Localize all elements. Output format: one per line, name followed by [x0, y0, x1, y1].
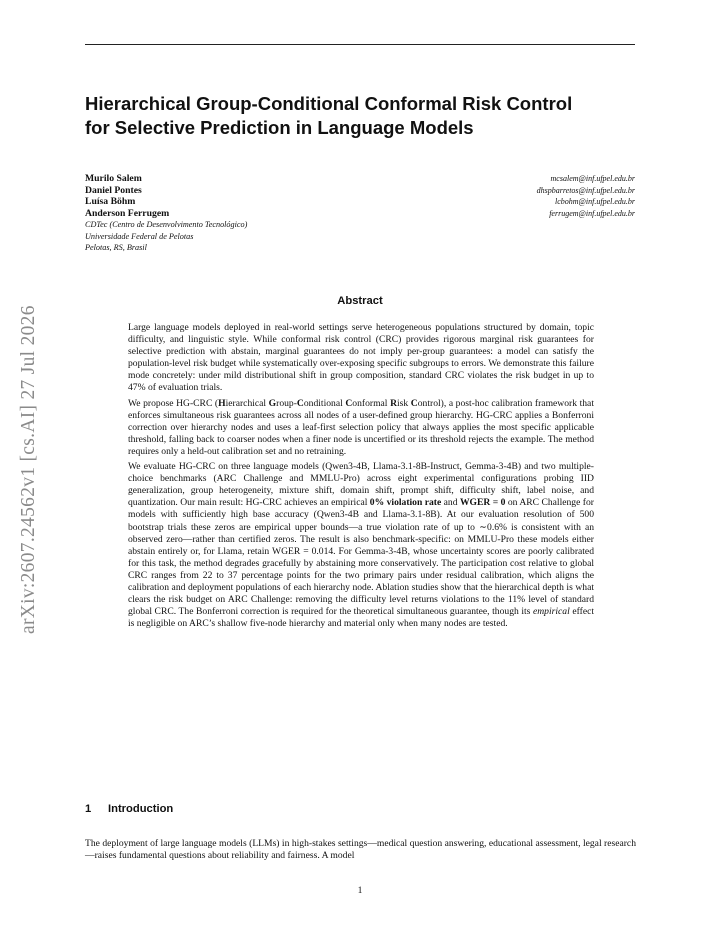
author-row: [85, 208, 635, 220]
author-name: Luísa Böhm: [85, 196, 136, 208]
abstract-paragraph: We evaluate HG-CRC on three language models (Qwen3-4B, Llama-3.1-8B-Instruct, Gemma-3-4B) and two multiple-choice benchmarks (ARC Challenge and MMLU-Pro) across eight experimental configurations probing IID generalization, group heterogeneity, mixture shift, domain shift, prompt shift, difficulty shift, label noise, and quantization. Our main result: HG-CRC achieves an empirical 0% violation rate and WGER = 0 on ARC Challenge for models with sufficiently high base accuracy (Qwen3-4B and Llama-3.1-8B). At our evaluation resolution of 500 bootstrap trials these zeros are empirical upper bounds—a true violation rate of up to ∼0.6% is consistent with an observed zero—rather than certified zeros. The result is also benchmark-specific: on MMLU-Pro these models either abstain entirely or, for Llama, retain WGER = 0.014. For Gemma-3-4B, whose uncertainty scores are poorly calibrated for this task, the method degrades gracefully by abstaining more conservatively. The participation cost relative to global CRC ranges from 22 to 37 percentage points for the two primary pairs under residual calibration, which aligns the calibration and deployment populations of each hierarchy node. Ablation studies show that the hierarchical depth is what clears the risk budget on ARC Challenge: removing the difficulty level returns violations to the 11% level of standard global CRC. The Bonferroni correction is required for the theoretical simultaneous guarantee, though its empirical effect is negligible on ARC’s shallow five-node hierarchy and material only when many nodes are tested.: [128, 461, 595, 630]
author-email-link[interactable]: dhspbarretos@inf.ufpel.edu.br: [536, 185, 635, 195]
introduction-body: [85, 838, 636, 862]
author-row: [85, 196, 635, 208]
abstract-paragraph: Large language models deployed in real-world settings serve heterogeneous populations structured by domain, topic difficulty, and linguistic style. While conformal risk control (CRC) provides rigorous marginal risk guarantees for selective prediction with abstain, marginal guarantees do not imply per-group guarantees: a model can satisfy the population-level risk budget while systematically over-exposing specific subgroups to errors. We demonstrate this failure mode concretely: under mild distributional shift in group composition, standard CRC violates the risk budget in up to 47% of evaluation trials.: [128, 322, 594, 394]
author-name: Anderson Ferrugem: [85, 207, 170, 219]
abstract-heading: Abstract: [337, 295, 383, 307]
author-row: [85, 185, 635, 197]
section-heading-introduction: [85, 803, 173, 815]
author-email-link[interactable]: mcsalem@inf.ufpel.edu.br: [550, 174, 635, 183]
top-rule: [85, 44, 635, 45]
author-block: [85, 173, 635, 254]
author-name: Murilo Salem: [85, 173, 142, 184]
section-number: 1: [85, 803, 92, 815]
author-name: Daniel Pontes: [85, 184, 142, 196]
author-row: [85, 173, 635, 185]
affiliation-line: CDTec (Centro de Desenvolvimento Tecnológico): [85, 220, 248, 230]
title-line-2: for Selective Prediction in Language Models: [85, 117, 474, 138]
title-line-1: Hierarchical Group-Conditional Conformal Risk Control: [85, 93, 573, 114]
affiliation-line: Universidade Federal de Pelotas: [85, 231, 194, 241]
section-title: Introduction: [108, 803, 174, 815]
author-email-link[interactable]: ferrugem@inf.ufpel.edu.br: [549, 208, 635, 218]
paper-title: [85, 92, 645, 140]
introduction-paragraph: The deployment of large language models (LLMs) in high-stakes settings—medical question answering, educational assessment, legal research—raises fundamental questions about reliability and fairness. A model: [85, 838, 636, 862]
arxiv-identifier[interactable]: arXiv:2607.24562v1 [cs.AI] 27 Jul 2026: [18, 305, 39, 634]
author-email-link[interactable]: lcbohm@inf.ufpel.edu.br: [554, 197, 635, 207]
abstract-paragraph: We propose HG-CRC (Hierarchical Group-Conditional Conformal Risk Control), a post-hoc calibration framework that enforces simultaneous risk guarantees across all nodes of a user-defined group hierarchy. HG-CRC applies a Bonferroni correction over hierarchy nodes and uses a leaf-first selection policy that always applies the most specific applicable threshold, falling back to coarser nodes when a finer node is uncertified or its threshold rejects the example. The method requires only a held-out calibration set and no retraining.: [128, 397, 594, 457]
abstract-body: [128, 322, 594, 633]
page-number: 1: [357, 885, 363, 896]
affiliation-line: Pelotas, RS, Brasil: [85, 243, 147, 253]
